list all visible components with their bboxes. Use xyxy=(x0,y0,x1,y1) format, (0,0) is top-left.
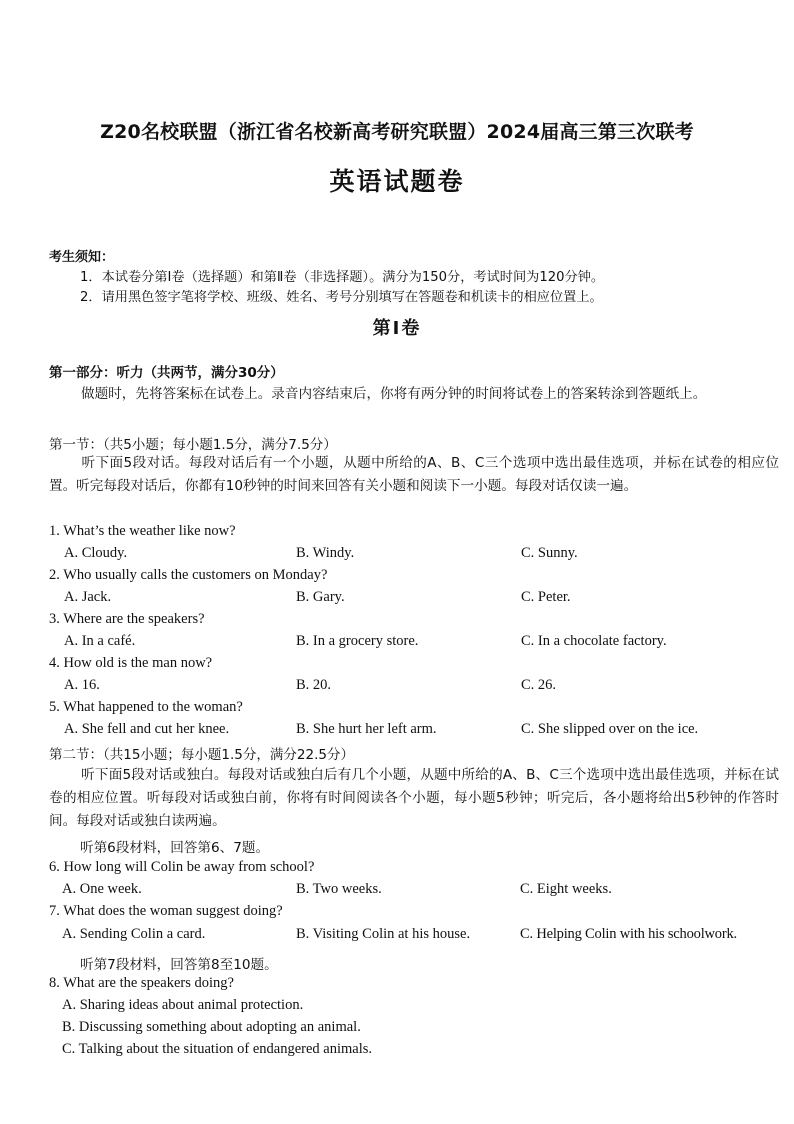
question-5: 5. What happened to the woman? xyxy=(49,699,243,715)
q4-option-c: C. 26. xyxy=(521,677,557,693)
question-8: 8. What are the speakers doing? xyxy=(49,975,234,991)
q6-option-a: A. One week. xyxy=(62,881,142,897)
part1-instructions xyxy=(49,383,779,406)
notice-item-2: 2．请用黑色签字笔将学校、班级、姓名、考号分别填写在答题卷和机读卡的相应位置上。 xyxy=(80,290,603,305)
section2-instructions xyxy=(49,764,779,833)
question-6: 6. How long will Colin be away from school? xyxy=(49,859,315,875)
q6-option-c: C. Eight weeks. xyxy=(520,881,612,897)
exam-subtitle: 英语试题卷 xyxy=(329,167,465,196)
section2-heading: 第二节：（共15小题；每小题1.5分，满分22.5分） xyxy=(49,747,354,763)
material-6-note: 听第6段材料，回答第6、7题。 xyxy=(80,840,270,856)
q4-option-b: B. 20. xyxy=(296,677,332,693)
q5-option-b: B. She hurt her left arm. xyxy=(296,721,437,737)
section1-instructions xyxy=(49,452,779,498)
question-7: 7. What does the woman suggest doing? xyxy=(49,903,283,919)
q1-option-b: B. Windy. xyxy=(296,545,355,561)
section2-instructions-text: 听下面5段对话或独白。每段对话或独白后有几个小题，从题中所给的A、B、C三个选项中选出最佳选项，并标在试卷的相应位置。听每段对话或独白前，你将有时间阅读各个小题，每小题5秒钟；听完后，各小题将给出5秒钟的作答时间。每段对话或独白读两遍。 xyxy=(49,767,779,829)
question-1: 1. What’s the weather like now? xyxy=(49,523,236,539)
question-2: 2. Who usually calls the customers on Monday? xyxy=(49,567,328,583)
q7-option-b: B. Visiting Colin at his house. xyxy=(296,926,471,942)
notice-heading: 考生须知： xyxy=(49,250,115,265)
q7-option-c: C. Helping Colin with his schoolwork. xyxy=(520,926,737,942)
q2-option-a: A. Jack. xyxy=(64,589,112,605)
part1-heading: 第一部分：听力（共两节，满分30分） xyxy=(49,365,284,381)
notice-item-1: 1．本试卷分第Ⅰ卷（选择题）和第Ⅱ卷（非选择题）。满分为150分，考试时间为120分钟。 xyxy=(80,270,605,285)
q5-option-a: A. She fell and cut her knee. xyxy=(64,721,230,737)
question-4: 4. How old is the man now? xyxy=(49,655,213,671)
q2-option-c: C. Peter. xyxy=(521,589,571,605)
q1-option-a: A. Cloudy. xyxy=(64,545,128,561)
section1-instructions-text: 听下面5段对话。每段对话后有一个小题，从题中所给的A、B、C三个选项中选出最佳选项，并标在试卷的相应位置。听完每段对话后，你都有10秒钟的时间来回答有关小题和阅读下一小题。每段对话仅读一遍。 xyxy=(49,455,779,494)
material-7-note: 听第7段材料，回答第8至10题。 xyxy=(80,957,278,973)
exam-title: Z20名校联盟（浙江省名校新高考研究联盟）2024届高三第三次联考 xyxy=(100,121,694,143)
q3-option-c: C. In a chocolate factory. xyxy=(521,633,667,649)
q7-option-a: A. Sending Colin a card. xyxy=(62,926,206,942)
q8-option-c: C. Talking about the situation of endangered animals. xyxy=(62,1041,372,1057)
question-3: 3. Where are the speakers? xyxy=(49,611,205,627)
q1-option-c: C. Sunny. xyxy=(521,545,578,561)
q2-option-b: B. Gary. xyxy=(296,589,345,605)
q5-option-c: C. She slipped over on the ice. xyxy=(521,721,699,737)
q3-option-b: B. In a grocery store. xyxy=(296,633,419,649)
section1-heading: 第一节：（共5小题；每小题1.5分，满分7.5分） xyxy=(49,437,337,453)
q8-option-a: A. Sharing ideas about animal protection. xyxy=(62,997,304,1013)
q3-option-a: A. In a café. xyxy=(64,633,136,649)
volume-title: 第Ⅰ卷 xyxy=(372,318,422,339)
q6-option-b: B. Two weeks. xyxy=(296,881,382,897)
q4-option-a: A. 16. xyxy=(64,677,100,693)
part1-instructions-text: 做题时，先将答案标在试卷上。录音内容结束后，你将有两分钟的时间将试卷上的答案转涂到答题纸上。 xyxy=(81,386,707,402)
q8-option-b: B. Discussing something about adopting an animal. xyxy=(62,1019,361,1035)
